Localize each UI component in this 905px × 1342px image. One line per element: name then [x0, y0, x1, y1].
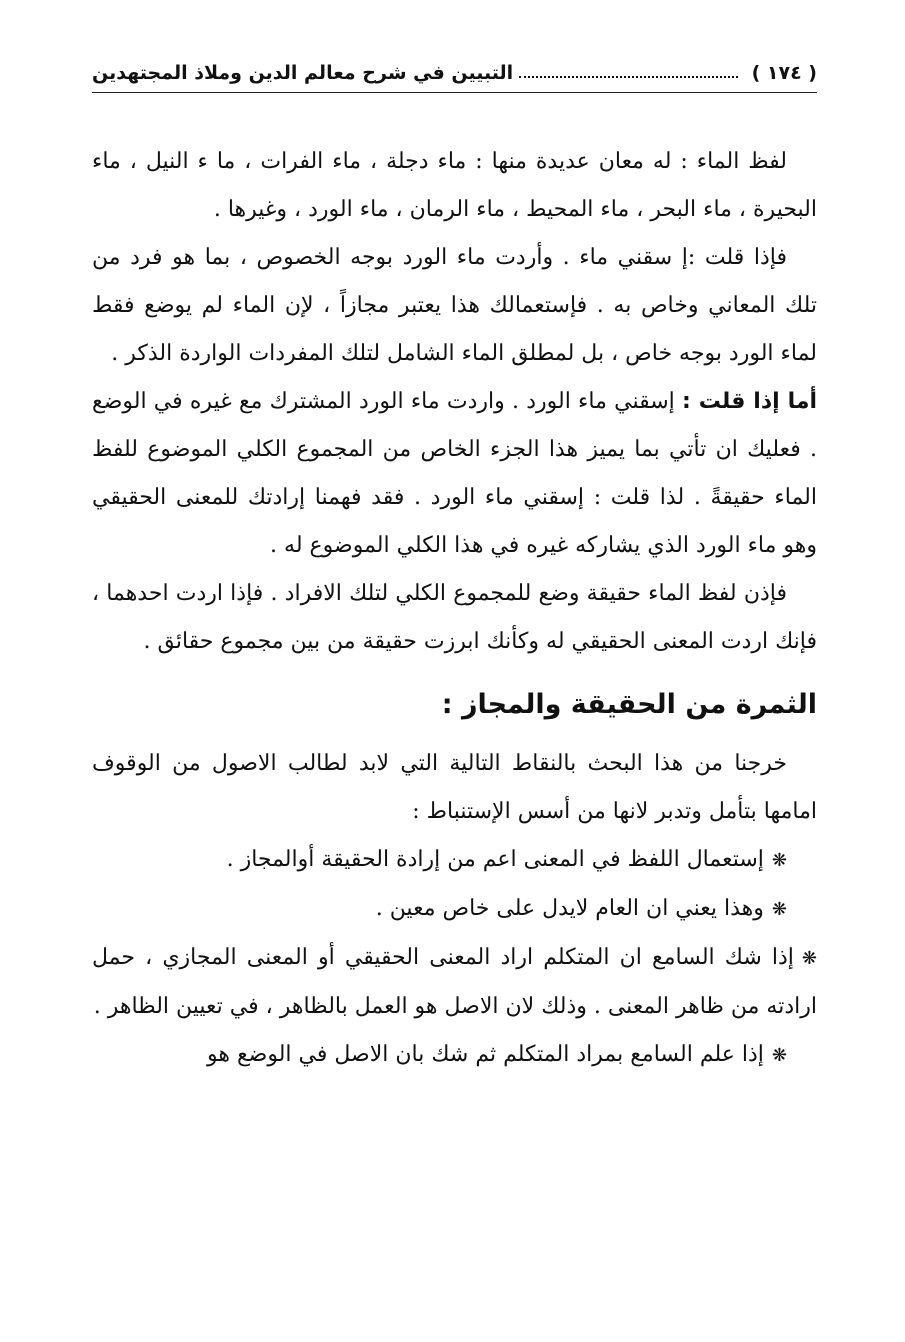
list-item-text: إستعمال اللفظ في المعنى اعم من إرادة الحقيقة أوالمجاز .: [226, 847, 764, 872]
paragraph-metaphor-example: فإذا قلت :إ سقني ماء . وأردت ماء الورد بوجه الخصوص ، بما هو فرد من تلك المعاني وخاص به . فإستعمالك هذا يعتبر مجازاً ، لإن الماء لم يوضع فقط لماء الورد بوجه خاص ، بل لمطلق الماء الشامل لتلك المفردات الواردة الذكر .: [92, 245, 817, 366]
paragraph-conclusion: فإذن لفظ الماء حقيقة وضع للمجموع الكلي لتلك الافراد . فإذا اردت احدهما ، فإنك اردت المعنى الحقيقي له وكأنك ابرزت حقيقة من بين مجموع حقائق .: [92, 581, 817, 654]
list-item: [92, 1031, 817, 1080]
asterism-icon: ❋: [771, 1045, 787, 1066]
asterism-icon: ❋: [801, 948, 817, 969]
header-rule: [92, 92, 817, 93]
running-header: [92, 56, 817, 90]
paragraph-lead-phrase: أما إذا قلت :: [682, 389, 818, 414]
page-number: ( ١٧٤ ): [751, 62, 817, 84]
points-list: [92, 836, 817, 1080]
paragraph-literal-text: إسقني ماء الورد . واردت ماء الورد المشترك مع غيره في الوضع . فعليك ان تأتي بما يميز هذا الجزء الخاص من المجموع الكلي الموضوع للفظ الماء حقيقةً . لذا قلت : إسقني ماء الورد . فقد فهمنا إرادتك للمعنى الحقيقي وهو ماء الورد الذي يشاركه غيره في هذا الكلي الموضوع له .: [92, 389, 817, 558]
asterism-icon: ❋: [771, 850, 787, 871]
page-body: [92, 138, 817, 1080]
list-item-text: وهذا يعني ان العام لايدل على خاص معين .: [375, 896, 764, 921]
section-intro: خرجنا من هذا البحث بالنقاط التالية التي لابد لطالب الاصول من الوقوف امامها بتأمل وتدبر لانها من أسس الإستنباط :: [92, 751, 817, 824]
list-item: [92, 885, 817, 934]
paragraph-water-meanings: لفظ الماء : له معان عديدة منها : ماء دجلة ، ماء الفرات ، ما ء النيل ، ماء البحيرة ، ماء البحر ، ماء المحيط ، ماء الرمان ، ماء الورد ، وغيرها .: [92, 149, 817, 222]
list-item-text: إذا علم السامع بمراد المتكلم ثم شك بان الاصل في الوضع هو: [207, 1042, 764, 1067]
paragraph-literal-example: [92, 378, 817, 570]
list-item-text: إذا شك السامع ان المتكلم اراد المعنى الحقيقي أو المعنى المجازي ، حمل ارادته من ظاهر المعنى . وذلك لان الاصل هو العمل بالظاهر ، في تعيين الظاهر .: [92, 945, 817, 1019]
section-heading: الثمرة من الحقيقة والمجاز :: [441, 689, 817, 720]
list-item: [92, 934, 817, 1031]
header-dot-leader: [519, 76, 737, 78]
list-item: [92, 836, 817, 885]
book-title: التبيين في شرح معالم الدين وملاذ المجتهدين: [92, 62, 514, 84]
asterism-icon: ❋: [771, 899, 787, 920]
